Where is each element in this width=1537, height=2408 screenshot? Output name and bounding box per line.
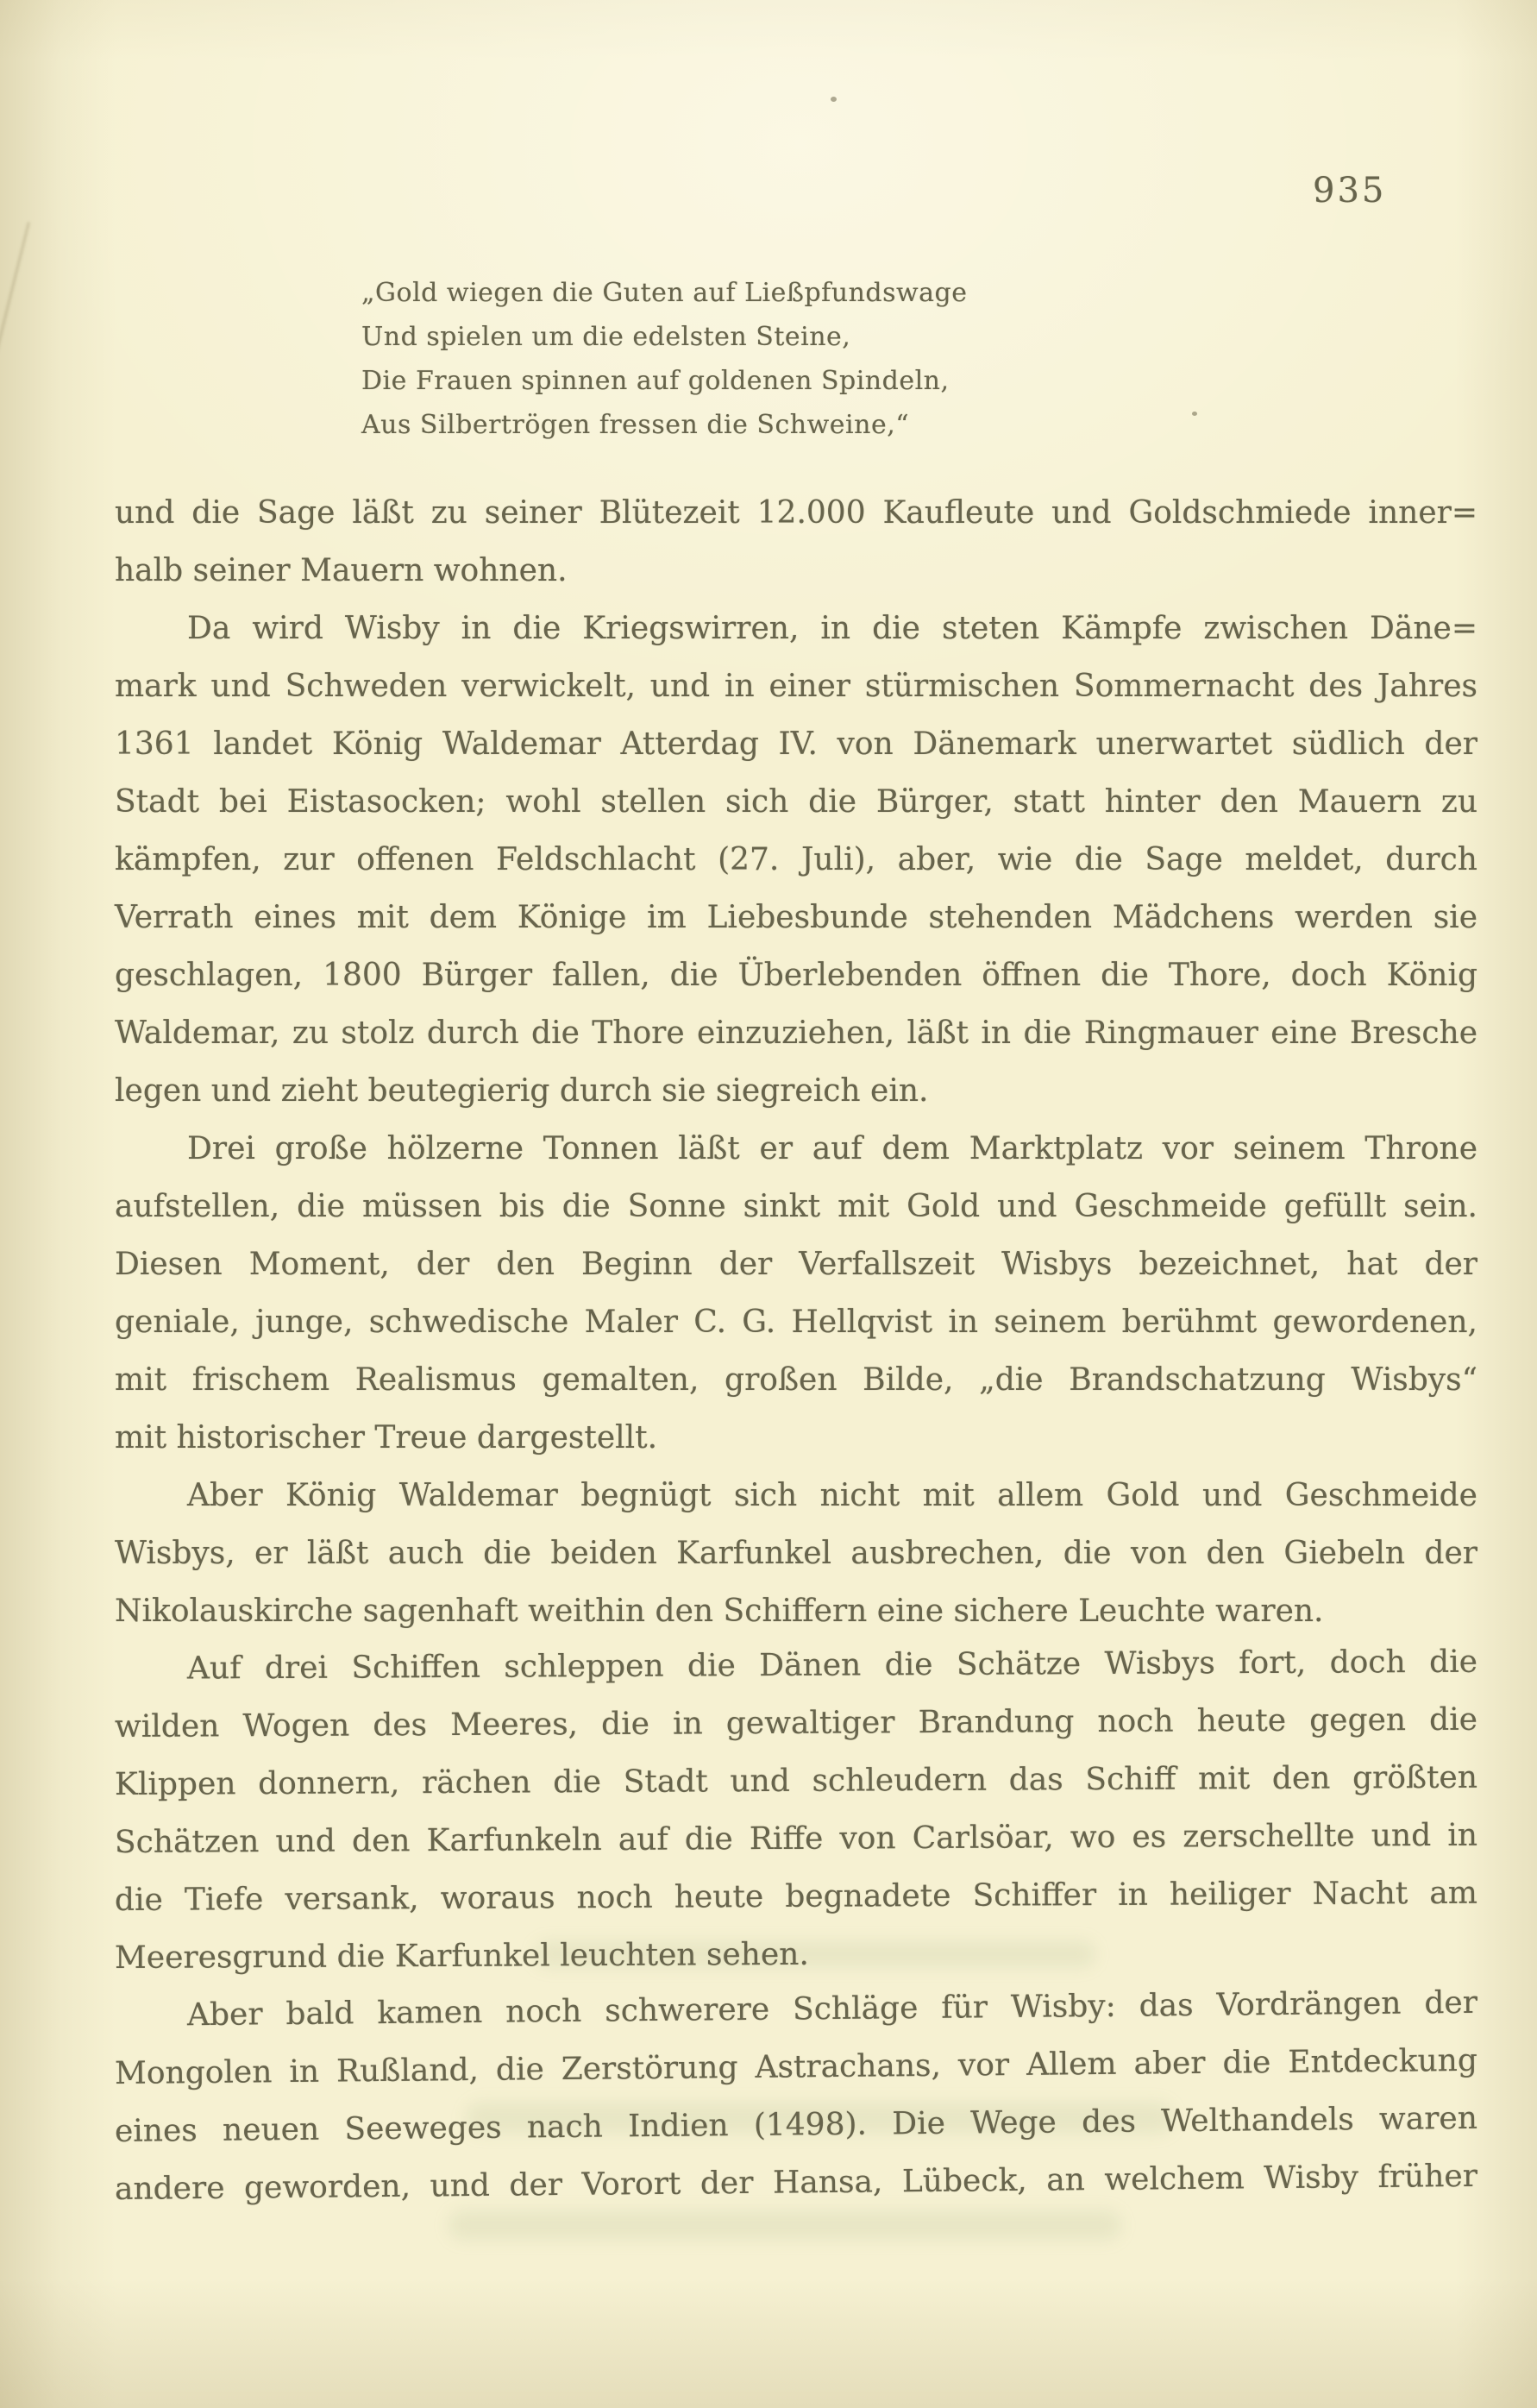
text-line: Aber König Waldemar begnügt sich nicht mit allem Gold und Geschmeide xyxy=(187,1478,1477,1513)
text-line: Meeresgrund die Karfunkel leuchten sehen. xyxy=(114,1936,809,1976)
poem-line: Und spielen um die edelsten Steine, xyxy=(361,322,851,352)
poem-line: Aus Silbertrögen fressen die Schweine,“ xyxy=(361,410,910,440)
text-line: Nikolauskirche sagenhaft weithin den Schiffern eine sichere Leuchte waren. xyxy=(115,1594,1324,1629)
poem-line: „Gold wiegen die Guten auf Ließpfundswage xyxy=(361,278,968,308)
text-line: wilden Wogen des Meeres, die in gewaltiger Brandung noch heute gegen die xyxy=(114,1701,1478,1745)
text-line: Klippen donnern, rächen die Stadt und schleudern das Schiff mit den größten xyxy=(114,1759,1478,1802)
body-text xyxy=(115,484,1477,2218)
text-line: mark und Schweden verwickelt, und in einer stürmischen Sommernacht des Jahres xyxy=(115,669,1477,704)
poem-quote xyxy=(361,271,968,447)
scan-crease xyxy=(0,222,30,361)
text-line: Mongolen in Rußland, die Zerstörung Astrachans, vor Allem aber die Entdeckung xyxy=(114,2042,1478,2091)
text-line: Stadt bei Eistasocken; wohl stellen sich die Bürger, statt hinter den Mauern zu xyxy=(115,784,1477,820)
text-line: geniale, junge, schwedische Maler C. G. Hellqvist in seinem berühmt gewordenen, xyxy=(115,1305,1477,1340)
text-line: geschlagen, 1800 Bürger fallen, die Überlebenden öffnen die Thore, doch König xyxy=(115,958,1477,993)
text-line: andere geworden, und der Vorort der Hansa, Lübeck, an welchem Wisby früher xyxy=(114,2158,1478,2207)
page-number: 935 xyxy=(1313,171,1387,211)
text-line: kämpfen, zur offenen Feldschlacht (27. Juli), aber, wie die Sage meldet, durch xyxy=(115,842,1477,877)
text-line: Da wird Wisby in die Kriegswirren, in die steten Kämpfe zwischen Däne= xyxy=(187,611,1477,646)
paper-speck xyxy=(831,97,837,102)
text-line: Schätzen und den Karfunkeln auf die Riffe von Carlsöar, wo es zerschellte und in xyxy=(114,1817,1478,1860)
text-line: Wisbys, er läßt auch die beiden Karfunkel ausbrechen, die von den Giebeln der xyxy=(115,1536,1477,1571)
text-line: die Tiefe versank, woraus noch heute begnadete Schiffer in heiliger Nacht am xyxy=(114,1875,1478,1918)
paper-speck xyxy=(1192,412,1197,416)
text-line: legen und zieht beutegierig durch sie siegreich ein. xyxy=(115,1073,929,1109)
text-line: 1361 landet König Waldemar Atterdag IV. von Dänemark unerwartet südlich der xyxy=(115,726,1477,762)
text-line: mit frischem Realismus gemalten, großen Bilde, „die Brandschatzung Wisbys“ xyxy=(115,1362,1477,1398)
text-line: Drei große hölzerne Tonnen läßt er auf dem Marktplatz vor seinem Throne xyxy=(187,1131,1477,1166)
text-line: aufstellen, die müssen bis die Sonne sinkt mit Gold und Geschmeide gefüllt sein. xyxy=(115,1189,1477,1224)
text-line: Diesen Moment, der den Beginn der Verfallszeit Wisbys bezeichnet, hat der xyxy=(115,1247,1477,1282)
text-line: Auf drei Schiffen schleppen die Dänen die Schätze Wisbys fort, doch die xyxy=(186,1644,1478,1687)
text-line: halb seiner Mauern wohnen. xyxy=(115,553,568,588)
text-line: Verrath eines mit dem Könige im Liebesbunde stehenden Mädchens werden sie xyxy=(115,900,1477,935)
poem-line: Die Frauen spinnen auf goldenen Spindeln, xyxy=(361,366,950,396)
text-line: Aber bald kamen noch schwerere Schläge für Wisby: das Vordrängen der xyxy=(186,1984,1478,2034)
text-line: und die Sage läßt zu seiner Blütezeit 12.000 Kaufleute und Goldschmiede inner= xyxy=(115,495,1477,531)
text-line: mit historischer Treue dargestellt. xyxy=(115,1420,658,1455)
text-line: Waldemar, zu stolz durch die Thore einzuziehen, läßt in die Ringmauer eine Bresche xyxy=(115,1015,1477,1051)
text-line: eines neuen Seeweges nach Indien (1498). Die Wege des Welthandels waren xyxy=(114,2100,1478,2149)
